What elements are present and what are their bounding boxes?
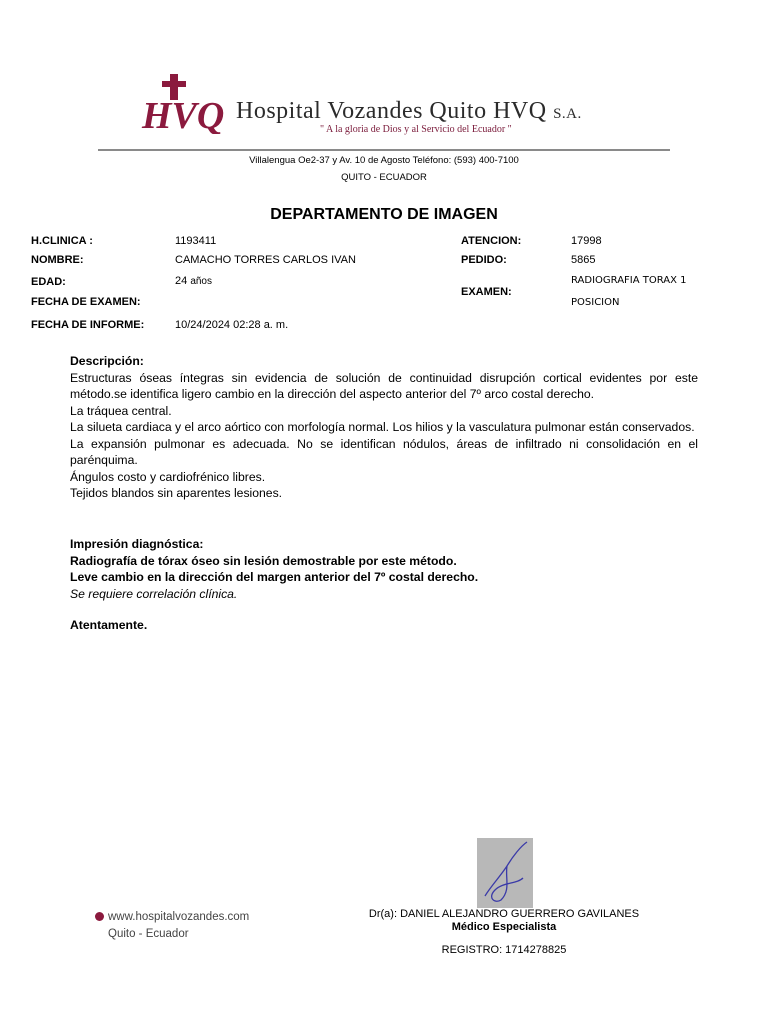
examen-value-line2: POSICION (571, 297, 620, 308)
department-title: DEPARTAMENTO DE IMAGEN (270, 206, 498, 223)
examen-label: EXAMEN: (461, 286, 512, 298)
header-divider (98, 149, 670, 151)
hospital-city: QUITO - ECUADOR (341, 172, 427, 183)
footer-website[interactable]: www.hospitalvozandes.com (95, 911, 249, 923)
fecha-informe-value: 10/24/2024 02:28 a. m. (175, 319, 289, 331)
closing: Atentamente. (70, 618, 148, 632)
impresion-line: Radiografía de tórax óseo sin lesión demostrable por este método. (70, 553, 457, 568)
report-impression (70, 536, 698, 602)
hospital-address: Villalengua Oe2-37 y Av. 10 de Agosto Teléfono: (593) 400-7100 (249, 155, 519, 166)
signature-image (477, 838, 533, 908)
fecha-informe-label: FECHA DE INFORME: (31, 319, 145, 331)
descripcion-line: La tráquea central. (70, 403, 172, 418)
descripcion-line: La expansión pulmonar es adecuada. No se identifican nódulos, áreas de infiltrado ni consolidación en el parénquima. (70, 436, 698, 467)
impresion-note: Se requiere correlación clínica. (70, 586, 238, 601)
atencion-value: 17998 (571, 235, 602, 247)
descripcion-line: Estructuras óseas íntegras sin evidencia de solución de continuidad disrupción cortical evidentes por este método.se identifica ligero cambio en la dirección del aspecto anterior del 7º arco costal derecho. (70, 370, 698, 401)
examen-value-line1: RADIOGRAFIA TORAX 1 (571, 275, 687, 286)
pedido-value: 5865 (571, 254, 596, 266)
edad-value: 24 años (175, 275, 212, 287)
svg-text:HVQ: HVQ (142, 95, 225, 134)
doctor-role: Médico Especialista (451, 921, 557, 933)
edad-label: EDAD: (31, 276, 66, 288)
impresion-line: Leve cambio en la dirección del margen anterior del 7º costal derecho. (70, 570, 479, 584)
descripcion-line: La silueta cardiaca y el arco aórtico con morfología normal. Los hilios y la vasculatura pulmonar están conservados. (70, 420, 695, 434)
location-pin-icon (95, 912, 104, 921)
footer-city: Quito - Ecuador (108, 928, 189, 940)
hclinica-value: 1193411 (175, 235, 217, 247)
doctor-registro: REGISTRO: 1714278825 (441, 944, 567, 956)
fecha-examen-label: FECHA DE EXAMEN: (31, 296, 141, 308)
impresion-heading: Impresión diagnóstica: (70, 537, 204, 551)
hospital-motto: " A la gloria de Dios y al Servicio del Ecuador " (320, 124, 512, 135)
hclinica-label: H.CLINICA : (31, 235, 93, 247)
atencion-label: ATENCION: (461, 235, 522, 247)
nombre-label: NOMBRE: (31, 254, 84, 266)
descripcion-heading: Descripción: (70, 354, 144, 368)
doctor-name: Dr(a): DANIEL ALEJANDRO GUERRERO GAVILANES (368, 908, 640, 920)
hospital-logo (140, 72, 228, 134)
descripcion-line: Ángulos costo y cardiofrénico libres. (70, 469, 266, 484)
descripcion-line: Tejidos blandos sin aparentes lesiones. (70, 486, 283, 500)
report-description (70, 353, 698, 502)
nombre-value: CAMACHO TORRES CARLOS IVAN (175, 254, 356, 266)
pedido-label: PEDIDO: (461, 254, 507, 266)
hospital-name: Hospital Vozandes Quito HVQ S.A. (236, 98, 582, 124)
hospital-suffix: S.A. (553, 106, 582, 122)
